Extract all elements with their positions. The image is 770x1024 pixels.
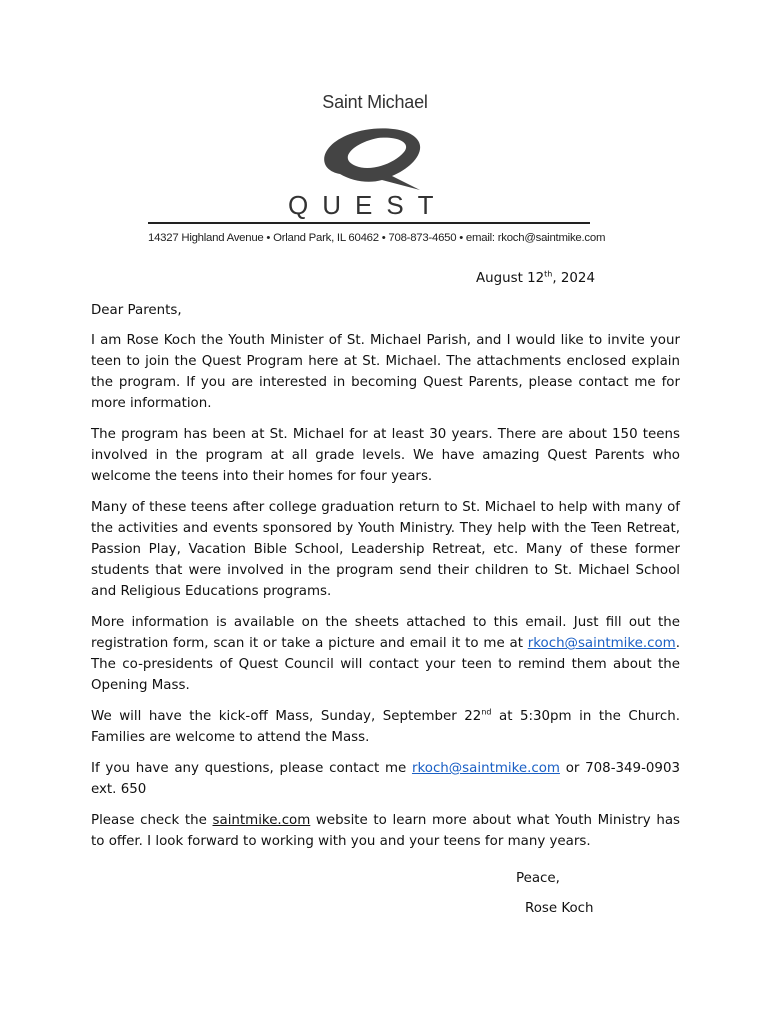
salutation: Dear Parents, [91,303,182,318]
letterhead-address: 14327 Highland Avenue • Orland Park, IL 60462 • 708-873-4650 • email: rkoch@saintmike.com [148,232,606,244]
email-link[interactable]: rkoch@saintmike.com [527,636,676,651]
paragraph-invitation: I am Rose Koch the Youth Minister of St. Michael Parish, and I would like to invite your teen to join the Quest Program here at St. Michael. The attachments enclosed explain the program. If you are interested in becoming Quest Parents, please contact me for more information. [91,333,680,411]
quest-logo-icon [312,124,442,194]
paragraph-program-history: The program has been at St. Michael for at least 30 years. There are about 150 teens involved in the program at all grade levels. We have amazing Quest Parents who welcome the teens into their homes for four years. [91,427,680,484]
org-name: Saint Michael [322,92,428,112]
closing: Peace, [516,871,560,886]
signature: Rose Koch [525,901,594,916]
paragraph-former-students: Many of these teens after college graduation return to St. Michael to help with many of the activities and events sponsored by Youth Ministry. They help with the Teen Retreat, Passion Play, Vacation Bible School, Leadership Retreat, etc. Many of these former students that were involved in the program send their children to St. Michael School and Religious Educations programs. [91,500,680,599]
paragraph-kickoff-mass: We will have the kick-off Mass, Sunday, September 22nd at 5:30pm in the Church. Families are welcome to attend the Mass. [91,707,680,745]
website-link[interactable]: saintmike.com [212,813,311,828]
letterhead-rule [148,222,590,224]
contact-email-link[interactable]: rkoch@saintmike.com [411,761,560,776]
program-name: QUEST [288,190,448,220]
letter-date: August 12th, 2024 [476,269,595,286]
paragraph-contact: If you have any questions, please contact me rkoch@saintmike.com or 708-349-0903 ext. 650 [91,761,680,797]
paragraph-website: Please check the saintmike.com website to learn more about what Youth Ministry has to offer. I look forward to working with you and your teens for many years. [91,813,681,849]
letter-body [91,330,680,862]
paragraph-registration: More information is available on the sheets attached to this email. Just fill out the registration form, scan it or take a picture and email it to me at rkoch@saintmike.com. The co-presidents of Quest Council will contact your teen to remind them about the Opening Mass. [91,615,680,693]
